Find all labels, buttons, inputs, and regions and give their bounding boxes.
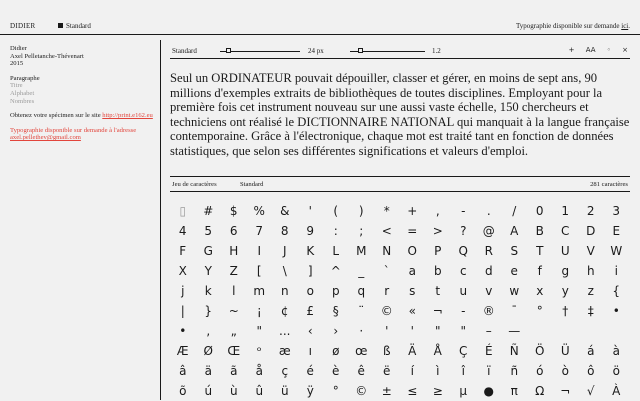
style-toggle-label: Standard [66, 22, 91, 30]
glyph-cell[interactable]: ê [357, 364, 365, 378]
glyph-cell[interactable]: U [560, 244, 570, 258]
glyph-cell[interactable]: m [253, 284, 266, 298]
glyph-cell[interactable]: © [355, 384, 368, 398]
glyph-cell[interactable]: ' [410, 324, 414, 338]
glyph-cell[interactable]: y [561, 284, 569, 298]
glyph-cell[interactable]: « [408, 304, 416, 318]
glyph-cell[interactable]: \ [282, 264, 287, 278]
availability-end: . [628, 22, 630, 30]
glyph-cell[interactable]: { [612, 284, 621, 298]
glyph-cell[interactable]: 1 [561, 204, 570, 218]
glyph-cell[interactable]: 2 [586, 204, 595, 218]
glyph-cell[interactable]: 0 [535, 204, 544, 218]
glyph-cell[interactable]: à [612, 344, 620, 358]
glyph-cell[interactable]: , [206, 324, 211, 338]
brand-title[interactable]: DIDIER [10, 22, 36, 30]
size-value: 24 px [308, 47, 324, 55]
glyph-cell[interactable]: x [536, 284, 544, 298]
glyph-cell[interactable]: Å [433, 344, 442, 358]
glyph-cell[interactable]: t [435, 284, 441, 298]
availability-link[interactable]: ici [621, 22, 629, 30]
glyph-cell[interactable]: œ [355, 344, 368, 358]
glyph-cell[interactable]: ; [359, 224, 364, 238]
glyph-cell[interactable]: ß [382, 344, 391, 358]
glyph-cell[interactable]: ı [308, 344, 312, 358]
glyph-cell[interactable]: ã [230, 364, 238, 378]
charset-header [170, 176, 630, 192]
menu-item-alphabet[interactable]: Alphabet [10, 89, 35, 97]
glyph-cell[interactable]: Ö [535, 344, 545, 358]
glyph-cell[interactable]: c [459, 264, 467, 278]
glyph-cell[interactable]: f [537, 264, 542, 278]
glyph-cell[interactable]: § [332, 304, 339, 318]
glyph-cell[interactable]: ° [332, 384, 339, 398]
specimen-paragraph[interactable]: Seul un ORDINATEUR pouvait dépouiller, classer et gérer, en moins de sept ans, 90 millions d'exemples extraits de bibliothèques de toutes disciplines. Employant pour la première fois cet instrument nouveau sur une aussi vaste échelle, 150 chercheurs et techniciens ont réalisé le DICTIONNAIRE NATIONAL qui manquait à la langue française contemporaine. Grâce à l'électronique, chaque mot est traité tant en fonction de données statistiques, que selon ses différentes significations et valeurs d'emploi. [170, 71, 630, 158]
glyph-cell[interactable]: g [561, 264, 570, 278]
glyph-cell[interactable]: ¡ [256, 304, 262, 318]
glyph-cell[interactable]: 3 [612, 204, 621, 218]
glyph-cell[interactable]: s [409, 284, 416, 298]
top-bar [0, 0, 640, 36]
contact-note [10, 127, 155, 142]
glyph-cell[interactable]: „ [230, 324, 237, 338]
menu-item-paragraphe[interactable]: Paragraphe [10, 74, 40, 82]
glyph-row [170, 281, 630, 301]
glyph-cell[interactable]: á [587, 344, 595, 358]
glyph-cell[interactable]: ú [204, 384, 213, 398]
glyph-cell[interactable]: © [380, 304, 393, 318]
glyph-cell[interactable]: Y [204, 264, 212, 278]
glyph-cell[interactable]: æ [278, 344, 291, 358]
glyph-cell[interactable]: ¢ [280, 304, 289, 318]
contact-email[interactable]: axel.pellethev@gmail.com [10, 134, 81, 142]
glyph-cell[interactable]: X [178, 264, 187, 278]
specimen-link[interactable]: http://print.e162.eu [102, 112, 153, 120]
glyph-cell[interactable] [578, 321, 604, 341]
glyph-cell[interactable]: P [434, 244, 442, 258]
glyph-cell[interactable]: C [561, 224, 570, 238]
font-name: Didier [10, 45, 27, 52]
glyph-cell[interactable]: ● [483, 384, 494, 398]
glyph-cell[interactable]: û [255, 384, 264, 398]
glyph-cell[interactable]: ] [307, 264, 313, 278]
glyph-cell[interactable]: n [280, 284, 289, 298]
glyph-row [170, 301, 630, 321]
glyph-cell[interactable]: H [229, 244, 239, 258]
specimen-text: Obtenez votre spécimen sur le site [10, 112, 101, 120]
glyph-cell[interactable]: Ω [535, 384, 545, 398]
glyph-cell[interactable]: 9 [306, 224, 315, 238]
glyph-cell[interactable]: F [179, 244, 187, 258]
glyph-cell[interactable]: , [435, 204, 440, 218]
glyph-cell[interactable]: l [232, 284, 236, 298]
glyph-cell[interactable]: ‡ [587, 304, 594, 318]
glyph-cell[interactable]: Ø [203, 344, 213, 358]
glyph-cell[interactable] [553, 321, 579, 341]
aa-icon[interactable]: AA [585, 46, 596, 54]
font-info [10, 45, 155, 68]
square-icon [58, 23, 63, 28]
glyph-cell[interactable]: ¯ [511, 304, 518, 318]
charset-count: 281 caractères [590, 181, 628, 188]
glyph-cell[interactable]: è [332, 364, 340, 378]
glyph-cell[interactable]: ü [280, 384, 289, 398]
glyph-cell[interactable]: z [587, 284, 594, 298]
glyph-cell[interactable] [604, 321, 630, 341]
glyph-cell[interactable]: ` [383, 264, 390, 278]
glyph-cell[interactable]: - [461, 204, 466, 218]
glyph-cell[interactable]: ä [204, 364, 212, 378]
glyph-cell[interactable]: * [383, 204, 390, 218]
glyph-cell[interactable]: 7 [255, 224, 264, 238]
glyph-cell[interactable]: T [536, 244, 544, 258]
glyph-cell[interactable]: Ä [408, 344, 417, 358]
glyph-cell[interactable]: å [255, 364, 263, 378]
glyph-cell[interactable]: o [306, 284, 314, 298]
glyph-cell[interactable]: W [610, 244, 623, 258]
glyph-cell[interactable]: ì [436, 364, 440, 378]
glyph-cell[interactable]: ) [358, 204, 364, 218]
glyph-cell[interactable]: ù [229, 384, 238, 398]
glyph-cell[interactable]: † [562, 304, 569, 318]
sidebar [10, 45, 155, 149]
glyph-cell[interactable]: ( [333, 204, 339, 218]
glyph-cell[interactable]: I [257, 244, 262, 258]
glyph-cell[interactable]: ^ [330, 264, 341, 278]
glyph-cell[interactable]: ò [561, 364, 569, 378]
color-toggle-icon[interactable]: ◦ [606, 46, 611, 54]
glyph-cell[interactable]: ô [587, 364, 595, 378]
leading-slider[interactable] [350, 51, 425, 52]
glyph-cell[interactable]: B [535, 224, 544, 238]
glyph-cell[interactable]: b [433, 264, 442, 278]
glyph-cell[interactable]: < [381, 224, 392, 238]
glyph-row [170, 381, 630, 401]
glyph-cell[interactable]: ç [281, 364, 289, 378]
glyph-cell[interactable]: R [484, 244, 493, 258]
glyph-cell[interactable]: # [203, 204, 214, 218]
glyph-cell[interactable]: A [510, 224, 519, 238]
glyph-cell[interactable]: Œ [227, 344, 241, 358]
glyph-cell[interactable]: - [461, 304, 466, 318]
glyph-cell[interactable]: ± [381, 384, 392, 398]
glyph-cell[interactable]: — [508, 324, 521, 338]
glyph-cell[interactable]: ñ [510, 364, 519, 378]
glyph-cell[interactable]: D [586, 224, 596, 238]
glyph-cell[interactable]: O [407, 244, 417, 258]
glyph-cell[interactable]: ' [308, 204, 312, 218]
glyph-cell[interactable]: & [280, 204, 290, 218]
glyph-row [170, 261, 630, 281]
menu-item-nombres[interactable]: Nombres [10, 97, 35, 105]
glyph-cell[interactable]: _ [358, 264, 365, 278]
glyph-cell[interactable]: – [485, 324, 492, 338]
glyph-cell[interactable]: [ [256, 264, 262, 278]
glyph-cell[interactable]: É [484, 344, 493, 358]
toolbar-style-select[interactable]: Standard [172, 47, 197, 55]
size-slider[interactable] [220, 51, 300, 52]
glyph-cell[interactable]: u [459, 284, 468, 298]
glyph-cell[interactable]: 8 [280, 224, 289, 238]
glyph-cell[interactable]: ï [487, 364, 491, 378]
glyph-cell[interactable]: ᵒ [256, 344, 262, 358]
glyph-cell[interactable]: M [356, 244, 367, 258]
glyph-cell[interactable]: é [306, 364, 314, 378]
glyph-cell[interactable]: 6 [229, 224, 238, 238]
glyph-cell[interactable]: p [331, 284, 340, 298]
glyph-cell[interactable]: Q [458, 244, 468, 258]
glyph-cell[interactable]: Ñ [509, 344, 519, 358]
glyph-row [170, 241, 630, 261]
glyph-cell[interactable]: G [203, 244, 213, 258]
glyph-cell[interactable]: h [586, 264, 595, 278]
glyph-cell[interactable]: ? [460, 224, 467, 238]
glyph-row [170, 321, 630, 341]
glyph-grid [170, 201, 630, 401]
glyph-cell[interactable]: › [333, 324, 339, 338]
glyph-cell[interactable]: À [612, 384, 621, 398]
glyph-cell[interactable]: w [509, 284, 520, 298]
glyph-cell[interactable]: % [253, 204, 265, 218]
glyph-cell[interactable]: ~ [228, 304, 239, 318]
glyph-cell[interactable]: > [432, 224, 443, 238]
glyph-cell[interactable]: | [180, 304, 185, 318]
glyph-cell[interactable]: • [179, 324, 187, 338]
glyph-cell[interactable]: / [512, 204, 517, 218]
glyph-row [170, 341, 630, 361]
glyph-cell[interactable]: ë [383, 364, 391, 378]
glyph-cell[interactable]: + [407, 204, 418, 218]
glyph-row [170, 201, 630, 221]
glyph-cell[interactable]: ≤ [407, 384, 418, 398]
glyph-cell[interactable]: Æ [176, 344, 189, 358]
glyph-cell[interactable]: 5 [204, 224, 213, 238]
glyph-cell[interactable]: @ [482, 224, 495, 238]
glyph-cell[interactable]: } [204, 304, 213, 318]
glyph-cell[interactable]: k [204, 284, 212, 298]
glyph-cell[interactable]: ' [385, 324, 389, 338]
glyph-cell[interactable]: • [612, 304, 620, 318]
glyph-cell[interactable]: π [510, 384, 518, 398]
glyph-cell[interactable]: j [181, 284, 185, 298]
glyph-cell[interactable]: q [357, 284, 366, 298]
glyph-cell[interactable]: S [510, 244, 519, 258]
availability-text: Typographie disponible sur demande [515, 22, 620, 30]
menu-item-titre[interactable]: Titre [10, 82, 23, 90]
glyph-row [170, 221, 630, 241]
glyph-cell[interactable]: . [486, 204, 491, 218]
glyph-cell[interactable]: a [408, 264, 416, 278]
glyph-cell[interactable]: " [460, 324, 467, 338]
glyph-cell[interactable]: â [179, 364, 187, 378]
specimen-note [10, 112, 155, 120]
glyph-cell[interactable]: : [333, 224, 338, 238]
glyph-cell[interactable]: L [332, 244, 340, 258]
leading-value: 1.2 [432, 47, 441, 55]
glyph-cell[interactable]: ▯ [179, 204, 187, 218]
glyph-cell[interactable]: ø [332, 344, 340, 358]
glyph-cell[interactable]: V [586, 244, 595, 258]
glyph-cell[interactable]: ö [612, 364, 620, 378]
glyph-cell[interactable] [527, 321, 553, 341]
glyph-cell[interactable]: ° [536, 304, 543, 318]
glyph-cell[interactable]: ó [536, 364, 544, 378]
glyph-cell[interactable]: ... [279, 324, 291, 338]
vertical-divider [160, 40, 161, 400]
glyph-cell[interactable]: Ç [459, 344, 468, 358]
glyph-cell[interactable]: ≥ [432, 384, 443, 398]
glyph-cell[interactable]: d [484, 264, 493, 278]
glyph-cell[interactable]: õ [179, 384, 187, 398]
size-slider-handle[interactable] [226, 48, 231, 53]
glyph-cell[interactable]: · [359, 324, 364, 338]
contact-text: Typographie disponible sur demande à l'adresse [10, 126, 137, 134]
toolbar [170, 40, 630, 59]
glyph-cell[interactable]: $ [229, 204, 238, 218]
availability-note [516, 22, 630, 30]
glyph-cell[interactable]: N [382, 244, 392, 258]
font-author: Axel Pelletanche-Thévenart [10, 52, 84, 60]
style-toggle[interactable] [58, 22, 91, 30]
glyph-cell[interactable]: E [612, 224, 621, 238]
glyph-cell[interactable]: 4 [178, 224, 187, 238]
glyph-cell[interactable]: i [614, 264, 618, 278]
glyph-cell[interactable]: î [461, 364, 465, 378]
main-panel [170, 40, 630, 398]
glyph-cell[interactable]: µ [459, 384, 468, 398]
top-divider [0, 34, 640, 35]
glyph-cell[interactable]: Ü [560, 344, 570, 358]
glyph-cell[interactable]: ¬ [560, 384, 571, 398]
glyph-cell[interactable]: ‹ [307, 324, 313, 338]
charset-title: Jeu de caractères [172, 181, 217, 188]
close-icon[interactable]: × [622, 46, 628, 54]
glyph-cell[interactable]: ® [482, 304, 495, 318]
glyph-cell[interactable]: v [485, 284, 493, 298]
glyph-cell[interactable]: J [282, 244, 287, 258]
plus-icon[interactable]: + [568, 46, 575, 54]
glyph-cell[interactable]: í [410, 364, 414, 378]
glyph-cell[interactable]: r [384, 284, 390, 298]
leading-slider-handle[interactable] [358, 48, 363, 53]
glyph-cell[interactable]: " [434, 324, 441, 338]
glyph-cell[interactable]: = [407, 224, 418, 238]
glyph-cell[interactable]: K [306, 244, 315, 258]
glyph-cell[interactable]: " [256, 324, 263, 338]
glyph-cell[interactable]: £ [306, 304, 315, 318]
glyph-cell[interactable]: ¬ [432, 304, 443, 318]
glyph-cell[interactable]: √ [586, 384, 595, 398]
glyph-cell[interactable]: e [510, 264, 518, 278]
font-year: 2015 [10, 60, 24, 68]
charset-style[interactable]: Standard [240, 181, 264, 188]
glyph-cell[interactable]: Z [229, 264, 238, 278]
toolbar-icons [560, 46, 628, 54]
glyph-cell[interactable]: ¨ [358, 304, 365, 318]
glyph-cell[interactable]: ÿ [306, 384, 314, 398]
sidebar-menu [10, 75, 155, 105]
glyph-row [170, 361, 630, 381]
